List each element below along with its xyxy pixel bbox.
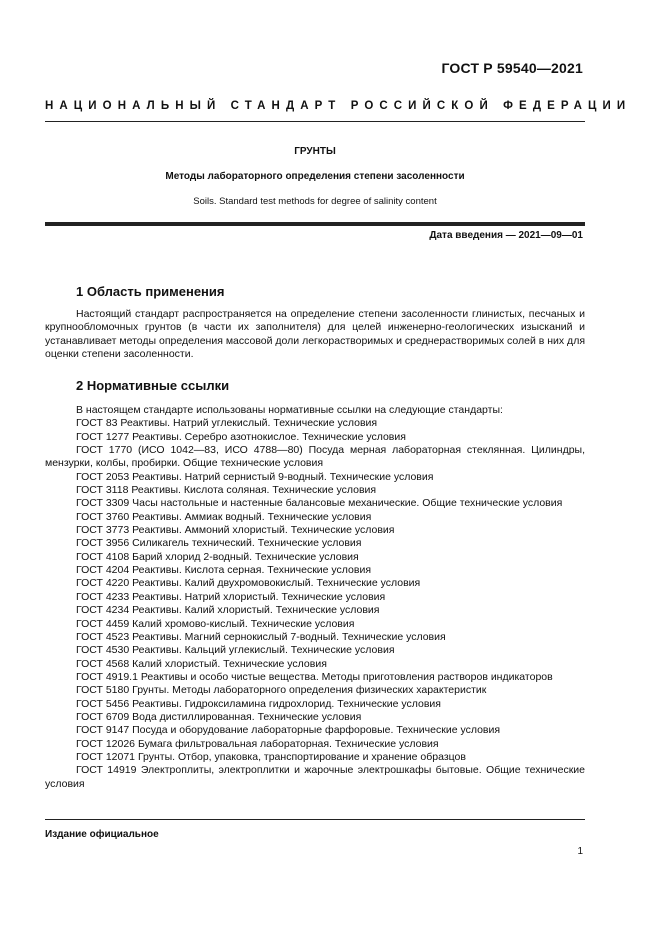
reference-item: ГОСТ 6709 Вода дистиллированная. Технические условия <box>76 710 362 723</box>
references-intro: В настоящем стандарте использованы нормативные ссылки на следующие стандарты: <box>76 404 503 416</box>
reference-item: ГОСТ 2053 Реактивы. Натрий сернистый 9-водный. Технические условия <box>76 470 434 483</box>
title-divider <box>45 222 585 226</box>
section-1-text: Настоящий стандарт распространяется на определение степени засоленности глинистых, песчаных и крупнообломочных грунтов (в части их заполнителя) для целей инженерно-геологических изысканий и устанавливает методы определения массовой доли легкорастворимых и среднерастворимых солей в них для оценки степени засоленности. <box>45 308 586 361</box>
official-edition-label: Издание официальное <box>45 829 159 840</box>
reference-item: ГОСТ 3309 Часы настольные и настенные балансовые механические. Общие технические условия <box>76 497 563 510</box>
reference-item: ГОСТ 4523 Реактивы. Магний сернокислый 7-водный. Технические условия <box>76 630 446 643</box>
reference-item: ГОСТ 5456 Реактивы. Гидроксиламина гидрохлорид. Технические условия <box>76 697 441 710</box>
reference-item: ГОСТ 4108 Барий хлорид 2-водный. Технические условия <box>76 550 359 563</box>
section-2-heading: 2 Нормативные ссылки <box>76 378 230 393</box>
document-title: ГРУНТЫ <box>294 146 336 157</box>
reference-item: ГОСТ 14919 Электроплиты, электроплитки и жарочные электрошкафы бытовые. Общие технические условия <box>45 764 585 790</box>
reference-item: ГОСТ 3760 Реактивы. Аммиак водный. Технические условия <box>76 510 372 523</box>
reference-item: ГОСТ 3118 Реактивы. Кислота соляная. Технические условия <box>76 484 377 497</box>
reference-item: ГОСТ 4530 Реактивы. Кальций углекислый. Технические условия <box>76 644 395 657</box>
introduction-date: Дата введения — 2021—09—01 <box>429 230 583 241</box>
references-list <box>45 404 585 791</box>
reference-item: ГОСТ 5180 Грунты. Методы лабораторного определения физических характеристик <box>76 684 487 697</box>
reference-item: ГОСТ 4459 Калий хромово-кислый. Технические условия <box>76 617 355 630</box>
reference-item: ГОСТ 3773 Реактивы. Аммоний хлористый. Технические условия <box>76 524 395 537</box>
reference-item: ГОСТ 12071 Грунты. Отбор, упаковка, транспортирование и хранение образцов <box>76 750 466 763</box>
document-code: ГОСТ Р 59540—2021 <box>441 60 583 76</box>
header-divider <box>45 121 585 122</box>
page-number: 1 <box>577 846 583 857</box>
national-standard-banner: НАЦИОНАЛЬНЫЙ СТАНДАРТ РОССИЙСКОЙ ФЕДЕРАЦИИ <box>45 100 632 112</box>
footer-divider <box>45 819 585 820</box>
reference-item: ГОСТ 83 Реактивы. Натрий углекислый. Технические условия <box>76 417 378 430</box>
reference-item: ГОСТ 4568 Калий хлористый. Технические условия <box>76 657 327 670</box>
reference-item: ГОСТ 4204 Реактивы. Кислота серная. Технические условия <box>76 564 372 577</box>
reference-item: ГОСТ 4234 Реактивы. Калий хлористый. Технические условия <box>76 604 380 617</box>
reference-item: ГОСТ 3956 Силикагель технический. Технические условия <box>76 537 362 550</box>
document-subtitle: Методы лабораторного определения степени засоленности <box>165 171 465 182</box>
reference-item: ГОСТ 12026 Бумага фильтровальная лабораторная. Технические условия <box>76 737 439 750</box>
reference-item: ГОСТ 4919.1 Реактивы и особо чистые вещества. Методы приготовления растворов индикаторов <box>76 670 553 683</box>
english-title: Soils. Standard test methods for degree of salinity content <box>193 196 437 207</box>
section-1-heading: 1 Область применения <box>76 284 225 299</box>
reference-item: ГОСТ 4233 Реактивы. Натрий хлористый. Технические условия <box>76 590 386 603</box>
reference-item: ГОСТ 9147 Посуда и оборудование лабораторные фарфоровые. Технические условия <box>76 724 501 737</box>
reference-item: ГОСТ 1770 (ИСО 1042—83, ИСО 4788—80) Посуда мерная лабораторная стеклянная. Цилиндры, мензурки, колбы, пробирки. Общие технические условия <box>45 444 585 470</box>
reference-item: ГОСТ 4220 Реактивы. Калий двухромовокислый. Технические условия <box>76 577 421 590</box>
reference-item: ГОСТ 1277 Реактивы. Серебро азотнокислое. Технические условия <box>76 430 406 443</box>
